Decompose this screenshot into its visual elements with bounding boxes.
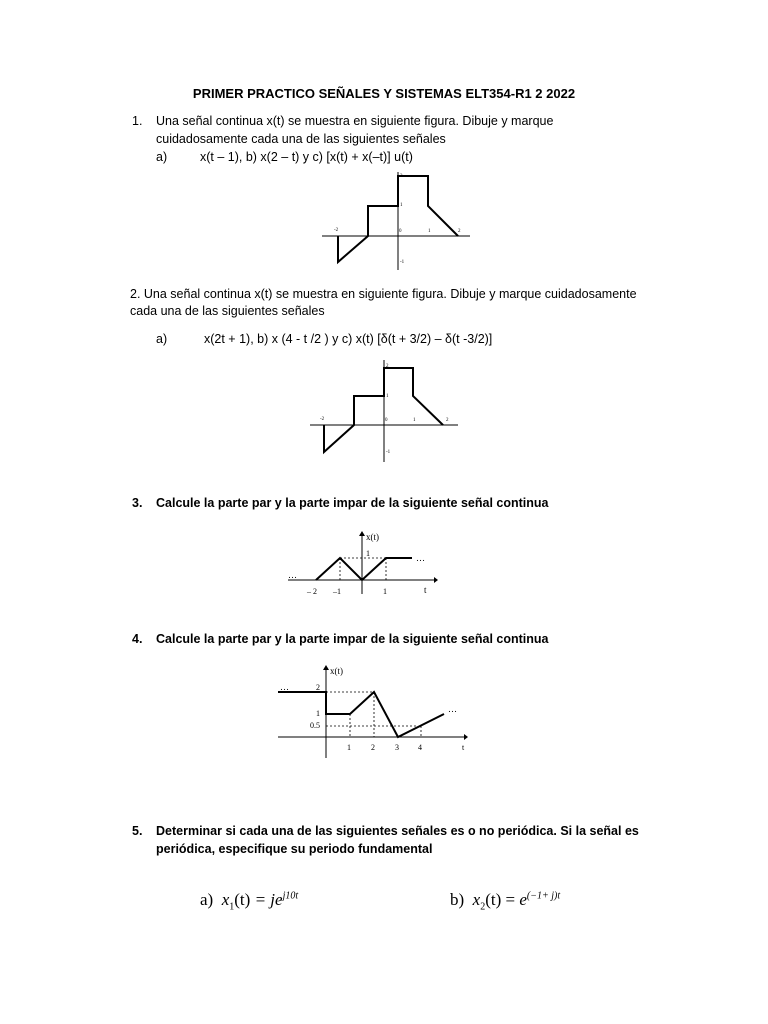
q1-label-neg2: -2 <box>334 228 339 233</box>
q1-label-neg1: -1 <box>400 260 405 265</box>
q3-label-pos1: 1 <box>383 587 387 596</box>
q4-number: 4. <box>132 632 143 646</box>
q5-b-exp: (−1+ j)t <box>526 890 561 902</box>
q5-a-base: e <box>275 890 283 909</box>
q1-number: 1. <box>132 114 143 128</box>
q2-a-label: a) <box>156 332 168 346</box>
q5-a-eq: = j <box>250 890 276 909</box>
q5-number: 5. <box>132 824 143 838</box>
q3-ylabel: x(t) <box>366 532 379 542</box>
q3-figure <box>286 526 440 598</box>
q5-a-label: a) <box>200 890 214 909</box>
q5-b-sub: 2 <box>480 901 486 913</box>
q5-b-eq: = <box>501 890 520 909</box>
q4-xlabel: t <box>462 743 465 752</box>
q4-signal <box>278 692 444 737</box>
q3-label-1: 1 <box>366 549 370 558</box>
q4-x-arrow <box>464 734 468 740</box>
q4-text: Calcule la parte par y la parte impar de la siguiente señal continua <box>156 632 549 646</box>
q4-label-2: 2 <box>316 683 320 692</box>
q1-line1: Una señal continua x(t) se muestra en siguiente figura. Dibuje y marque <box>156 114 554 128</box>
q5-line1: Determinar si cada una de las siguientes señales es o no periódica. Si la señal es <box>156 824 639 838</box>
q5-line2: periódica, especifique su periodo fundamental <box>156 842 433 856</box>
q3-label-neg2: – 2 <box>307 587 317 596</box>
q3-y-arrow <box>359 531 365 536</box>
q4-label-half: 0.5 <box>310 721 320 730</box>
q3-x-arrow <box>434 577 438 583</box>
q1-figure <box>318 168 474 274</box>
q1-label-1: 1 <box>400 203 403 208</box>
q2-label-2: 2 <box>386 364 389 369</box>
q4-label-x1: 1 <box>347 743 351 752</box>
q3-dots-right: … <box>416 553 425 563</box>
q4-label-x2: 2 <box>371 743 375 752</box>
q1-label-x1: 1 <box>428 229 431 234</box>
q2-line1: 2. Una señal continua x(t) se muestra en siguiente figura. Dibuje y marque cuidadosamente <box>130 287 637 301</box>
q2-label-neg1: -1 <box>386 450 391 455</box>
q3-number: 3. <box>132 496 143 510</box>
q2-label-0: 0 <box>385 418 388 423</box>
q5-b-arg: (t) <box>485 890 502 909</box>
q4-dots-left: … <box>280 682 289 692</box>
q3-signal <box>316 558 412 580</box>
page-title: PRIMER PRACTICO SEÑALES Y SISTEMAS ELT354-R1 2 2022 <box>192 86 576 101</box>
q3-dots-left: … <box>288 570 297 580</box>
q2-figure <box>306 356 462 466</box>
q5-a-arg: (t) <box>234 890 251 909</box>
q4-figure <box>278 660 474 762</box>
q2-items: x(2t + 1), b) x (4 - t /2 ) y c) x(t) [δ(t + 3/2) – δ(t -3/2)] <box>204 332 493 346</box>
q1-line2: cuidadosamente cada una de las siguientes señales <box>156 132 446 146</box>
q2-line2: cada una de las siguientes señales <box>130 304 325 318</box>
q3-label-neg1: –1 <box>333 587 341 596</box>
q5-b-fn: x <box>472 890 481 909</box>
q4-label-x4: 4 <box>418 743 422 752</box>
q5-formula-b <box>450 890 560 912</box>
q4-ylabel: x(t) <box>330 666 343 676</box>
q5-b-base: e <box>519 890 527 909</box>
q2-label-x1: 1 <box>413 418 416 423</box>
q5-formula-a <box>200 890 298 912</box>
q2-label-1: 1 <box>386 394 389 399</box>
q5-a-sub: 1 <box>229 901 235 913</box>
q3-text: Calcule la parte par y la parte impar de la siguiente señal continua <box>156 496 549 510</box>
q2-label-neg2: -2 <box>320 417 325 422</box>
q1-a-label: a) <box>156 150 168 164</box>
q4-label-x3: 3 <box>395 743 399 752</box>
q1-label-x2: 2 <box>458 229 461 234</box>
q1-items: x(t – 1), b) x(2 – t) y c) [x(t) + x(–t)] u(t) <box>200 150 413 164</box>
q2-label-x2: 2 <box>446 418 449 423</box>
q5-b-label: b) <box>450 890 465 909</box>
q1-label-2: 2 <box>400 174 403 179</box>
q4-label-1: 1 <box>316 709 320 718</box>
q4-dots-right: … <box>448 704 457 714</box>
q3-xlabel: t <box>424 585 427 595</box>
q5-a-fn: x <box>221 890 230 909</box>
q1-label-0: 0 <box>399 229 402 234</box>
q5-a-exp: j10t <box>282 890 299 902</box>
q4-y-arrow <box>323 665 329 670</box>
